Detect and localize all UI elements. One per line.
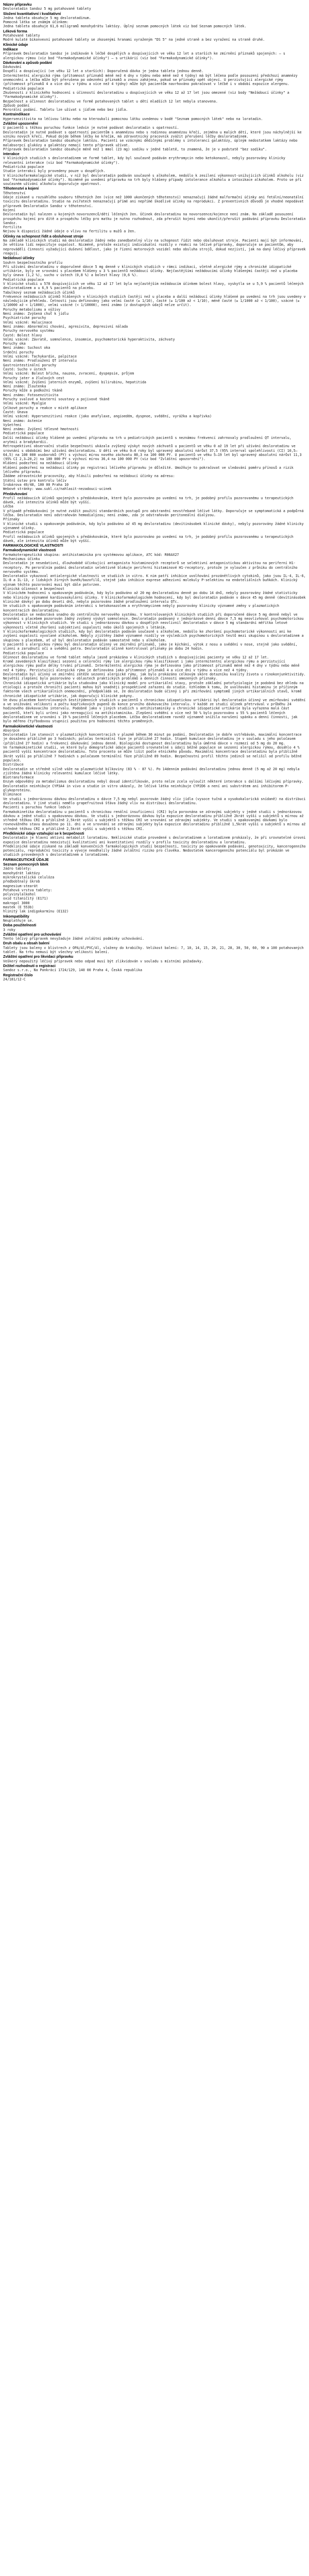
paragraph: předbobtnalý škrob: [3, 879, 40, 884]
section-heading: Kontraindikace: [3, 112, 30, 117]
paragraph: Není známo: Suchost oka: [3, 346, 50, 350]
paragraph: monohydrát laktózy: [3, 871, 40, 875]
paragraph: Desloratadin Sandoz 5 mg potahované tablety: [3, 7, 91, 11]
paragraph: Není známo: Abnormální chování, agresivita, depresivní nálada: [3, 324, 128, 329]
paragraph: Není známo: Žloutenka: [3, 384, 46, 389]
paragraph: Desloratadin je nutné podávat s opatrností pacientům s anamnézou nebo s rodinnou anamnézou křečí, zejména u malých dětí, které jsou náchylnější ke vzniku nových křečí. Pokud dojde během léčby ke křečím, má zdravotnický pracovník zvážit přerušení léčby desloratadinem.: [3, 130, 304, 139]
paragraph: Farmakokinetika desloratadinu u pacientů s chronickou renální insuficiencí (CRI) byla porovnána se zdravými subjekty v jedné studii s jednorázovou dávkou a jedné studii s opakovanou dávkou. Ve studii s jednorázovou dávkou byla expozice desloratadinu přibližně 2krát vyšší u subjektů s mírnou až středně těžkou CRI a přibližně 2,5krát vyšší u subjektů s těžkou CRI ve srovnání se zdravými subjekty. Ve studii s opakovanými dávkami bylo rovnovážného stavu dosaženo po 11. dni a ve srovnání se zdravými subjekty byla expozice desloratadinu přibližně 1,5krát vyšší u subjektů s mírnou až středně těžkou CRI a přibližně 2,5krát vyšší u subjektů s těžkou CRI.: [3, 809, 308, 831]
section-heading: Dávkování a způsob podání: [3, 60, 52, 65]
paragraph: Na základě klinických studií má desloratadin žádný nebo zanedbatelný vliv na schopnost řídit nebo obsluhovat stroje. Pacienti mají být informováni, že většina lidí nepociťuje ospalost. Nicméně, protože existují individuální rozdíly v reakci na léčivé přípravky, doporučuje se pacientům, aby neprováděli činnosti vyžadující duševní bdělost, jako je řízení motorových vozidel nebo obsluha strojů, dokud nezjistí, jak na daný léčivý přípravek reagují.: [3, 239, 308, 256]
paragraph: Přípravek Desloratadin Sandoz obsahuje méně než 1 mmol (23 mg) sodíku v jedné tabletě, to znamená, že je v podstatě "bez sodíku".: [3, 147, 267, 151]
paragraph: Vyšetření: [3, 422, 22, 427]
section-heading: Klinické údaje: [3, 42, 28, 47]
paragraph: Nejsou k dispozici žádné údaje o vlivu na fertilitu u mužů a žen.: [3, 229, 136, 234]
paragraph: Není známo: Fotosenzitivita: [3, 393, 59, 397]
paragraph: Přípravek Desloratadin Sandoz obsahuje laktózu. Pacienti se vzácnými dědičnými problémy s intolerancí galaktózy, úplným nedostatkem laktázy nebo malabsorpcí glukózy a galaktózy nemají tento přípravek užívat.: [3, 139, 300, 147]
paragraph: Hypersenzitivita na léčivou látku nebo na kteroukoli pomocnou látku uvedenou v bodě "Seznam pomocných látek" nebo na loratadin.: [3, 116, 263, 121]
section-heading: Předávkování: [3, 491, 27, 496]
paragraph: Zkušenosti z klinického hodnocení s účinností desloratadinu u dospívajících ve věku 12 až 17 let jsou omezené (viz body "Nežádoucí účinky" a "Farmakodynamické účinky").: [3, 90, 291, 99]
paragraph: U pacientů s těžkou poruchou funkce ledvin je nutné podávat desloratadin s opatrností.: [3, 126, 179, 130]
paragraph: Potahová vrstva tablety:: [3, 888, 53, 892]
section-heading: Zvláštní opatření pro likvidaci přípravku: [3, 954, 74, 959]
paragraph: Při užívání desloratadinu v doporučené dávce 5 mg denně v klinických studiích v rámci indikací, včetně alergické rýmy a chronické idiopatické urtikárie, byly ve srovnání s placebem hlášeny u 3 % pacientů nežádoucí účinky. Nejčastějšími nežádoucími účinky hlášenými častěji než u placeba byly únava (1,2 %), sucho v ústech (0,8 %) a bolest hlavy (0,6 %).: [3, 264, 300, 278]
paragraph: Poruchy kůže a podkožní tkáně: [3, 388, 63, 393]
section-heading: Těhotenství a kojení: [3, 186, 39, 191]
paragraph: Poruchy jater a žlučových cest: [3, 376, 65, 380]
paragraph: Absorpce: [3, 728, 20, 733]
paragraph: Intermitentní alergická rýma (přítomnost příznaků méně než 4 dny v týdnu nebo méně než 4 týdny) má být léčena podle posouzení předchozí anamnézy onemocnění a léčba může být přerušena po odeznění příznaků a znovu zahájena, pokud se příznaky opět objeví. U perzistující alergické rýmy (přítomnost příznaků 4 a více dní v týdnu a více než 4 týdny) může být pacientům navrhováno pokračovat v léčbě i v období expozice alergenu.: [3, 73, 300, 87]
paragraph: V případě předávkování je nutné zvážit použití standardních postupů pro odstranění nevstřebané léčivé látky. Doporučuje se symptomatická a podpůrná léčba. Desloratadin není odstraňován hemodialýzou; není známo, zda je odstraňován peritoneální dialýzou.: [3, 509, 306, 518]
paragraph: Velmi vzácné: Závratě, somnolence, insomnie, psychomotorická hyperaktivita, záchvaty: [3, 337, 175, 342]
paragraph: Přípravek Desloratadin Sandoz je indikován k léčbě dospělých a dospívajících ve věku 12 let a starších ke zmírnění příznaků spojených: – s alergickou rýmou (viz bod "Farmakodynamické účinky") – s urtikárií (viz bod "Farmakodynamické účinky").: [3, 52, 287, 60]
paragraph: Účinnost desloratadinu ve formě tablet nebyla jasně prokázána v klinických studiích s dospívajícími pacienty ve věku 12 až 17 let.: [3, 655, 269, 659]
paragraph: Biotransformace: [3, 775, 34, 780]
paragraph: Pediatrická populace: [3, 530, 44, 535]
section-heading: Druh obalu a obsah balení: [3, 941, 49, 946]
paragraph: Není známo: Prodloužení QT intervalu: [3, 359, 77, 363]
paragraph: Desloratadin se středně silně váže na plazmatické bílkoviny (83 % - 87 %). Po 14denním podávání desloratadinu jednou denně (5 mg až 20 mg) nebyla zjištěna žádná klinicky relevantní kumulace léčivé látky.: [3, 767, 302, 775]
paragraph: Eliminace: [3, 792, 22, 797]
paragraph: Desloratadin se nedostává snadno do centrálního nervového systému. V kontrolovaných klinických studiích při doporučené dávce 5 mg denně nebyl ve srovnání s placebem pozorován žádný zvýšený výskyt somnolence. Desloratadin podávaný v jednorázové denní dávce 7,5 mg neovlivňoval psychomotorickou výkonnost v klinických studiích. Ve studii s jednorázovou dávkou u dospělých neovlivnil desloratadin v dávce 5 mg standardní měřítka letové výkonnosti včetně zhoršení subjektivní ospalosti nebo úkolů spojených s létáním.: [3, 612, 306, 630]
paragraph: Klinická účinnost a bezpečnost: [3, 587, 65, 591]
paragraph: 24/181/12-C: [3, 977, 26, 981]
paragraph: Pediatrická populace: [3, 86, 44, 91]
paragraph: Ve farmakokinetické studii, ve které byly demografické údaje pacientů srovnatelné s údaji běžné populace se sezonní alergickou rýmou, dosáhlo 4 % pacientů vyšší koncentrace desloratadinu. Toto procento se může lišit podle etnického původu. Maximální koncentrace desloratadinu byla přibližně 3krát vyšší po přibližně 7 hodinách s poločasem terminální fáze přibližně 89 hodin. Bezpečnostní profil těchto jedinců se nelišil od profilu běžné populace.: [3, 745, 304, 762]
paragraph: Léčba: [3, 504, 13, 509]
paragraph: Pediatrická populace: [3, 431, 44, 436]
paragraph: Časté: Únava: [3, 410, 28, 414]
section-heading: Název přípravku: [3, 2, 32, 7]
paragraph: Dospělí a dospívající (ve věku 12 let a starších): Doporučená dávka je jedna tableta jednou denně.: [3, 69, 204, 74]
paragraph: Tabulkový seznam nežádoucích účinků: [3, 290, 75, 295]
section-heading: Interakce: [3, 151, 20, 157]
paragraph: Tento léčivý přípravek nevyžaduje žádné zvláštní podmínky uchovávání.: [3, 937, 144, 941]
paragraph: Neuplatňuje se.: [3, 918, 34, 923]
paragraph: 3 roky: [3, 927, 15, 932]
paragraph: Hlášení podezření na nežádoucí účinky po registraci léčivého přípravku je důležité. Umožňuje to pokračovat ve sledování poměru přínosů a rizik léčivého přípravku.: [3, 465, 296, 474]
paragraph: Není známo: Zvýšená chuť k jídlu: [3, 312, 69, 316]
paragraph: Desloratadin byl účinný ve zmírnění zátěže sezonní alergické rýmy, jak bylo prokázáno celkovým skóre dotazníku kvality života u rinokonjunktivitidy. Největší zlepšení bylo pozorováno v oblastech praktických problémů a denních činností omezených příznaky.: [3, 672, 308, 681]
paragraph: V klinickofarmakologických studiích, kdy byl desloratadin podáván současně s alkoholem, nedošlo ke zhoršení psychomotorické výkonnosti ani ke zvýšení ospalosti vyvolané alkoholem. Nebyly zjištěny žádné významné rozdíly ve výsledcích psychomotorických testů mezi skupinou s desloratadinem a skupinou s placebem, ať už byl desloratadin podáván samostatně nebo s alkoholem.: [3, 630, 306, 642]
section-heading: Držitel rozhodnutí o registraci: [3, 963, 56, 968]
paragraph: Další nežádoucí účinky hlášené po uvedení přípravku na trh u pediatrických pacientů s neznámou frekvencí zahrnovaly prodloužení QT intervalu, arytmii a bradykardii.: [3, 435, 294, 444]
paragraph: Srdeční poruchy: [3, 350, 34, 354]
paragraph: mastek (E 553b): [3, 905, 34, 910]
paragraph: Desloratadin vykazoval antialergické vlastnosti ve studiích in vitro. K nim patří inhibice uvolňování prozánětlivých cytokinů, jako jsou IL-4, IL-6, IL-8 a IL-13, z lidských žírných buněk/bazofilů, stejně jako inhibice exprese adhezivní molekuly P-selektinu na endoteliálních buňkách. Klinický význam těchto pozorování musí být dále potvrzen.: [3, 574, 308, 587]
paragraph: V klinických studiích s desloratadinem ve formě tablet, kdy byl současně podáván erythromycin nebo ketokonazol, nebyly pozorovány klinicky relevantní interakce (viz bod "Farmakodynamické účinky").: [3, 156, 287, 165]
paragraph: Desloratadin je hlavní aktivní metabolit loratadinu. Neklinické studie provedené s desloratadinem a loratadinem prokázaly, že při srovnatelné úrovni expozice desloratadinu neexistují kvalitativní ani kvantitativní rozdíly v profilu toxicity desloratadinu a loratadinu.: [3, 836, 308, 844]
paragraph: Modré kulaté bikonvexní potahované tablety se zkosenými hranami vyraženým "DS 5" na jedné straně a bez vyražení na straně druhé.: [3, 38, 265, 42]
paragraph: Není známo: Zvýšení tělesné hmotnosti: [3, 427, 79, 432]
paragraph: Údaje získané u rozsáhlého souboru těhotných žen (více než 1000 ukončených těhotenství) nenaznačují žádné malformační účinky ani fetální/neonatální toxicitu desloratadinu. Studie na zvířatech nenaznačují přímé ani nepřímé škodlivé účinky na reprodukci. Z preventivních důvodů je vhodné nepodávat přípravek Desloratadin Sandoz v těhotenství.: [3, 195, 306, 208]
paragraph: Pacienti s poruchou funkce ledvin: [3, 805, 71, 810]
paragraph: Veškerý nepoužitý léčivý přípravek nebo odpad musí být zlikvidován v souladu s místními požadavky.: [3, 959, 204, 963]
paragraph: Není známo: Astenie: [3, 418, 42, 423]
section-heading: Doba použitelnosti: [3, 923, 37, 928]
section-heading: FARMAKOLOGICKÉ VLASTNOSTI: [3, 543, 63, 548]
paragraph: Kromě zavedených klasifikací sezonní a celoroční rýmy lze alergickou rýmu klasifikovat i jako intermitentní alergickou rýmu a perzistující alergickou rýmu podle délky trvání příznaků. Intermitentní alergická rýma je definována jako přítomnost příznaků méně než 4 dny v týdnu nebo méně než 4 týdny. Perzistující alergická rýma je definována jako přítomnost příznaků 4 a více dní v týdnu a více než 4 týdny.: [3, 659, 302, 672]
paragraph: Velmi vzácné: Zvýšení jaterních enzymů, zvýšení bilirubinu, hepatitida: [3, 380, 146, 384]
paragraph: Hlášení podezření na nežádoucí účinky: [3, 461, 79, 466]
paragraph: polyvinylalkohol: [3, 892, 36, 897]
paragraph: Těhotenství: [3, 191, 26, 195]
paragraph: Pediatrická populace: [3, 277, 44, 282]
paragraph: Farmakoterapeutická skupina: antihistaminika pro systémovou aplikace, ATC kód: R06AX27: [3, 552, 179, 557]
paragraph: Příznaky: [3, 517, 20, 522]
paragraph: Desloratadin lze stanovit v plazmatických koncentracích v plazmě během 30 minut po podání. Desloratadin je dobře vstřebáván, maximální koncentrace je dosaženo přibližně po 3 hodinách; poločas terminální fáze je přibližně 27 hodin. Stupeň kumulace desloratadinu je v souladu s jeho poločasem (přibližně 27 hodin) a frekvencí dávkování jednou denně. Biologická dostupnost desloratadinu byla úměrná dávce v rozmezí od 5 mg do 20 mg.: [3, 733, 304, 745]
section-heading: FARMACEUTICKÉ ÚDAJE: [3, 857, 49, 862]
paragraph: Potahované tablety: [3, 33, 40, 38]
paragraph: Tablety jsou baleny v blistrech z OPA/Al/PVC/Al, vloženy do krabičky. Velikost balení: 7, 10, 14, 15, 20, 21, 28, 30, 50, 60, 90 a 100 potahovaných tablet. Na trhu nemusí být všechny velikosti balení.: [3, 945, 306, 955]
paragraph: Předklinické údaje získané na základě konvenčních farmakologických studií bezpečnosti, toxicity po opakovaném podávání, genotoxicity, kancerogenního potenciálu, reprodukční toxicity a vývoje neodhalily žádné zvláštní riziko pro člověka. Nedostatek kancerogenního potenciálu byl prokázán ve studiích provedených s desloratadinem a loratadinem.: [3, 844, 308, 857]
paragraph: Poruchy metabolismu a výživy: [3, 307, 61, 312]
section-heading: Farmakokinetické vlastnosti: [3, 723, 53, 728]
paragraph: Gastrointestinální poruchy: [3, 363, 57, 367]
paragraph: Webové stránky: www.sukl.cz/nahlasit-nezadouci-ucinek: [3, 487, 112, 492]
section-heading: Farmakodynamické vlastnosti: [3, 548, 56, 553]
section-heading: Léková forma: [3, 28, 27, 33]
paragraph: Profil nežádoucích účinků spojených s předávkováním, které bylo pozorováno po uvedení na trh, je podobný profilu pozorovanému u terapeutických dávek, ale intenzita účinků může být vyšší.: [3, 534, 296, 543]
section-heading: Indikace: [3, 46, 18, 52]
paragraph: U pacientů s alergickou rýmou byl desloratadin účinný ve zmírnění příznaků, jako je kýchání, výtok z nosu a svědění v nose, stejně jako svědění, slzení a zarudnutí očí a svědění patra. Desloratadin účinně kontroloval příznaky po dobu 24 hodin.: [3, 642, 300, 651]
paragraph: Souhrn bezpečnostního profilu: [3, 260, 63, 265]
paragraph: Žádáme zdravotnické pracovníky, aby hlásili podezření na nežádoucí účinky na adresu:: [3, 474, 175, 479]
paragraph: Velmi vzácné: Tachykardie, palpitace: [3, 354, 77, 359]
section-heading: Seznam pomocných látek: [3, 862, 48, 867]
paragraph: Kojení: [3, 208, 15, 212]
paragraph: Velmi vzácné: Hypersenzitivní reakce (jako anafylaxe, angioedém, dyspnoe, svědění, vyrážka a kopřivka): [3, 414, 212, 419]
paragraph: Velmi vzácné: Myalgie: [3, 401, 46, 406]
paragraph: Profil nežádoucích účinků spojených s předávkováním, které bylo pozorováno po uvedení na trh, je podobný profilu pozorovanému u terapeutických dávek, ale intenzita účinků může být vyšší.: [3, 496, 296, 505]
section-heading: Nežádoucí účinky: [3, 256, 35, 261]
paragraph: Ve studiích s opakovaným podáváním interakcí s ketokonazolem a erythromycinem nebyly pozorovány klinicky významné změny v plazmatických koncentracích desloratadinu.: [3, 604, 281, 613]
paragraph: Časté: Bolest hlavy: [3, 333, 42, 337]
paragraph: Poruchy oka: [3, 342, 26, 346]
paragraph: Distribuce: [3, 762, 24, 767]
paragraph: Celkové poruchy a reakce v místě aplikace: [3, 405, 87, 410]
paragraph: hlinitý lak indigokarmínu (E132): [3, 909, 69, 914]
paragraph: V klinické studii s opakovaným podáváním, kdy bylo podáváno až 45 mg desloratadinu (devítinásobek klinické dávky), nebyly pozorovány žádné klinicky významné účinky.: [3, 521, 306, 530]
paragraph: oxid titaničitý (E171): [3, 896, 48, 901]
paragraph: Velmi vzácné: Halucinace: [3, 320, 53, 325]
paragraph: Desloratadin je nesedativní, dlouhodobě účinkující antagonista histaminových receptorů se selektivní antagonistickou aktivitou na periferní H1-receptory. Po perorálním podání desloratadin selektivně blokuje periferní histaminové H1-receptory, protože je vyloučen z průniku do centrálního nervového systému.: [3, 561, 300, 574]
paragraph: makrogol 3000: [3, 901, 30, 905]
section-heading: Předklinické údaje vztahující se k bezpečnosti: [3, 831, 84, 836]
paragraph: Poruchy svalové a kosterní soustavy a pojivové tkáně: [3, 397, 110, 402]
paragraph: Frekvence nežádoucích účinků hlášených v klinických studiích častěji než u placeba a další nežádoucí účinky hlášené po uvedení na trh jsou uvedeny v následujícím přehledu. Četnosti jsou definovány jako velmi časté (≥ 1/10), časté (≥ 1/100 až < 1/10), méně časté (≥ 1/1000 až < 1/100), vzácné (≥ 1/10000 až < 1/1000), velmi vzácné (< 1/10000), není známo (z dostupných údajů nelze určit).: [3, 294, 308, 308]
paragraph: Sandoz s.r.o., Na Pankráci 1724/129, 140 00 Praha 4, Česká republika: [3, 968, 142, 973]
section-heading: Inkompatibility: [3, 913, 29, 919]
paragraph: Bezpečnost a účinnost desloratadinu ve formě potahovaných tablet u dětí mladších 12 let nebyla stanovena.: [3, 99, 218, 104]
paragraph: Poruchy nervového systému: [3, 329, 55, 333]
paragraph: Ve dvou placebem kontrolovaných šestitýdenních studiích u pacientů s chronickou idiopatickou urtikárií byl desloratadin účinný ve zmírňování svědění a ve snižování velikosti a počtu kopřivkových pupenů do konce prvního dávkovacího intervalu. V každé ze studií účinek přetrvával v průběhu 24 hodinového dávkovacího intervalu. Podobně jako v jiných studiích s antihistaminiky u chronické idiopatické urtikárie byla vyřazena malá část pacientů, kteří byli určeni jako nereagující na antihistaminika. Zlepšení svědění o více než 50 % bylo pozorováno u 55 % pacientů léčených desloratadinem ve srovnání s 19 % pacientů léčených placebem. Léčba desloratadinem rovněž významně snížila narušení spánku a denní činnosti, jak bylo měřeno čtyřbodovou stupnicí použitou pro hodnocení těchto proměnných.: [3, 698, 308, 724]
paragraph: Enzym odpovědný za metabolismus desloratadinu nebyl dosud identifikován, proto nelze zcela vyloučit některé interakce s dalšími léčivými přípravky. Desloratadin neinhibuje CYP3A4 in vivo a studie in vitro ukázaly, že léčivá látka neinhibuje CYP2D6 a není ani substrátem ani inhibitorem P-glykoproteinu.: [3, 779, 306, 793]
paragraph: Časté: Sucho v ústech: [3, 367, 46, 371]
paragraph: Desloratadin byl nalezen u kojených novorozenců/dětí léčených žen. Účinek desloratadinu na novorozence/kojence není znám. Na základě posouzení prospěchu kojení pro dítě a prospěchu léčby pro matku je nutno rozhodnout, zda přerušit kojení nebo ukončit/přerušit podávání přípravku Desloratadin Sandoz.: [3, 212, 308, 225]
paragraph: magnesium-stearát: [3, 884, 38, 888]
paragraph: Fertilita: [3, 225, 22, 230]
section-heading: Složení kvantitativní i kvalitativní: [3, 11, 61, 16]
paragraph: V klinické studii u 578 dospívajících ve věku 12 až 17 let byla nejčastějším nežádoucím účinkem bolest hlavy, vyskytla se u 5,9 % pacientů léčených desloratadinem a u 6,9 % pacientů na placebu.: [3, 282, 306, 291]
paragraph: Mechanismus účinku: [3, 557, 40, 561]
section-heading: Zvláštní opatření pro uchovávání: [3, 931, 61, 937]
paragraph: Velmi vzácné: Bolest břicha, nauzea, zvracení, dyspepsie, průjem: [3, 371, 134, 376]
paragraph: Šrobárova 49/48, 100 00 Praha 10: [3, 482, 69, 487]
paragraph: V klinickém hodnocení s opakovaným podáváním, kdy bylo podáváno až 20 mg desloratadinu denně po dobu 14 dnů, nebyly pozorovány žádné statisticky nebo klinicky významné kardiovaskulární účinky. V klinickofarmakologickém hodnocení, kdy byl desloratadin podáván v dávce 45 mg denně (devítinásobek klinické dávky) po dobu deseti dnů, nebylo pozorováno žádné prodloužení intervalu QTc.: [3, 591, 308, 604]
paragraph: Psychiatrické poruchy: [3, 316, 46, 320]
paragraph: Ve studii s jednorázovou dávkou desloratadinu o dávce 7,5 mg nebyl pozorován žádný vliv jídla (vysoce tučná a vysokokalorická snídaně) na distribuci desloratadinu. V jiné studii nemělo grapefruitová šťáva žádný vliv na distribuci desloratadinu.: [3, 796, 308, 805]
paragraph: Způsob podání: [3, 103, 30, 108]
paragraph: Jedna tableta obsahuje 5 mg desloratadinum.: [3, 15, 91, 20]
section-heading: Účinky na schopnost řídit a obsluhovat stroje: [3, 233, 83, 239]
section-heading: Zvláštní upozornění: [3, 121, 38, 126]
paragraph: Pomocná látka se známým účinkem:: [3, 20, 69, 25]
paragraph: Jádro tablety:: [3, 867, 32, 871]
paragraph: Státní ústav pro kontrolu léčiv: [3, 478, 67, 483]
paragraph: mikrokrystalická celulóza: [3, 875, 55, 879]
paragraph: Perorální podání. Tabletu lze užívat s jídlem nebo bez jídla.: [3, 108, 128, 112]
section-heading: Registrační číslo: [3, 972, 33, 977]
paragraph: Jedna tableta obsahuje 61,6 miligramů monohydrátu laktózy. Úplný seznam pomocných látek viz bod Seznam pomocných látek.: [3, 24, 247, 29]
paragraph: Pediatrická populace: [3, 164, 44, 169]
paragraph: V klinickofarmakologické studii, v níž byl desloratadin podáván současně s alkoholem, nedošlo k zesílení výkonnost-snižujících účinků alkoholu (viz bod "Farmakodynamické účinky"). Nicméně po uvedení přípravku na trh byly hlášeny případy intolerance alkoholu a intoxikace alkoholem. Proto se při současném užívání alkoholu doporučuje opatrnost.: [3, 173, 306, 187]
paragraph: Studie interakcí byly provedeny pouze u dospělých.: [3, 169, 106, 174]
paragraph: Retrospektivní observační studie bezpečnosti ukázala zvýšený výskyt nových záchvatů u pacientů ve věku 0 až 19 let při užívání desloratadinu ve srovnání s obdobími bez užívání desloratadinu. U dětí ve věku 0–4 roky byl upravený absolutní nárůst 37,5 (95% interval spolehlivosti (CI) 10,5–64,5) na 100 000 osoboroků (PY) s výchozí mírou nového záchvatu 80,3 na 100 000 PY. U pacientů ve věku 5–19 let byl upravený absolutní nárůst 11,3 (95% CI 2,3–20,2) na 100 000 PY s výchozí mírou 36,4 na 100 000 PY (viz bod "Zvláštní upozornění").: [3, 444, 304, 462]
paragraph: Pediatrická populace: [3, 651, 44, 655]
paragraph: Chronická idiopatická urtikárie byla studována jako klinický model pro urtikariální stavy, protože základní patofyziologie je podobná bez ohledu na etiologii a protože chroničtí pacienti mohou být snadněji prospektivně zařazeni do studie. Vzhledem k tomu, že uvolňování histaminu je příčinným faktorem všech urtikariálních onemocnění, předpokládá se, že desloratadin bude účinný i při zmírňování symptomů jiných urtikariálních stavů, kromě chronické idiopatické urtikárie, jak doporučují klinické pokyny.: [3, 681, 306, 698]
paragraph: Dávkování: [3, 65, 22, 70]
